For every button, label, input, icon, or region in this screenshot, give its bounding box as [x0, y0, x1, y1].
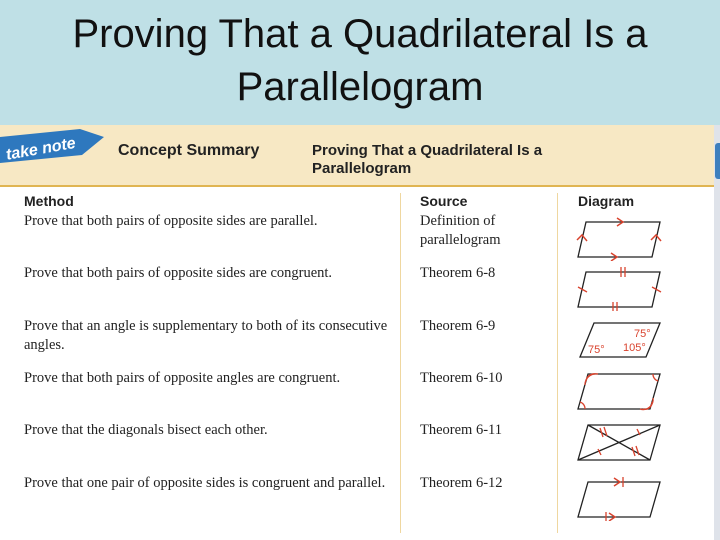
method-cell: Prove that both pairs of opposite angles are congruent.	[24, 370, 341, 386]
angle-label: 75°	[588, 344, 605, 356]
source-header: Source	[420, 193, 468, 209]
method-cell: Prove that both pairs of opposite sides are congruent.	[24, 265, 333, 281]
method-header: Method	[24, 193, 74, 209]
title-bar	[0, 0, 720, 125]
take-note-badge	[0, 125, 105, 169]
source-cell: Theorem 6-8	[420, 265, 496, 281]
source-cell: Theorem 6-12	[420, 475, 503, 491]
source-cell: Theorem 6-11	[420, 422, 503, 438]
bisected-diagonals-diagram	[576, 422, 662, 466]
take-note-text: take note	[4, 134, 77, 164]
page-edge	[714, 125, 720, 540]
diagram-header: Diagram	[578, 193, 635, 209]
source-cell: Theorem 6-10	[420, 370, 503, 386]
method-cell: Prove that one pair of opposite sides is congruent and parallel.	[24, 475, 386, 491]
method-cell: Prove that both pairs of opposite sides are parallel.	[24, 213, 318, 229]
column-divider	[400, 193, 401, 533]
supplementary-angles-diagram	[576, 321, 662, 365]
method-cell: Prove that an angle is supplementary to both of its consecutive angles.	[24, 318, 388, 353]
congruent-ticks-diagram	[576, 267, 662, 311]
source-cell: Theorem 6-9	[420, 318, 496, 334]
angle-label: 105°	[623, 342, 646, 354]
concept-summary-label: Concept Summary	[118, 142, 260, 159]
angle-label: 75°	[634, 328, 651, 340]
parallel-arrows-diagram	[576, 217, 662, 261]
concept-summary-title	[312, 142, 572, 178]
concept-summary-title-text: Proving That a Quadrilateral Is a Parallelogram	[312, 142, 543, 177]
concept-summary-card	[0, 125, 720, 540]
column-divider	[557, 193, 558, 533]
slide-title: Proving That a Quadrilateral Is a Parallelogram	[72, 12, 648, 109]
source-cell: Definition of parallelogram	[420, 213, 501, 248]
edge-tab	[715, 143, 720, 179]
congruent-angles-diagram	[576, 371, 662, 415]
congruent-parallel-pair-diagram	[576, 477, 662, 521]
method-cell: Prove that the diagonals bisect each other.	[24, 422, 268, 438]
